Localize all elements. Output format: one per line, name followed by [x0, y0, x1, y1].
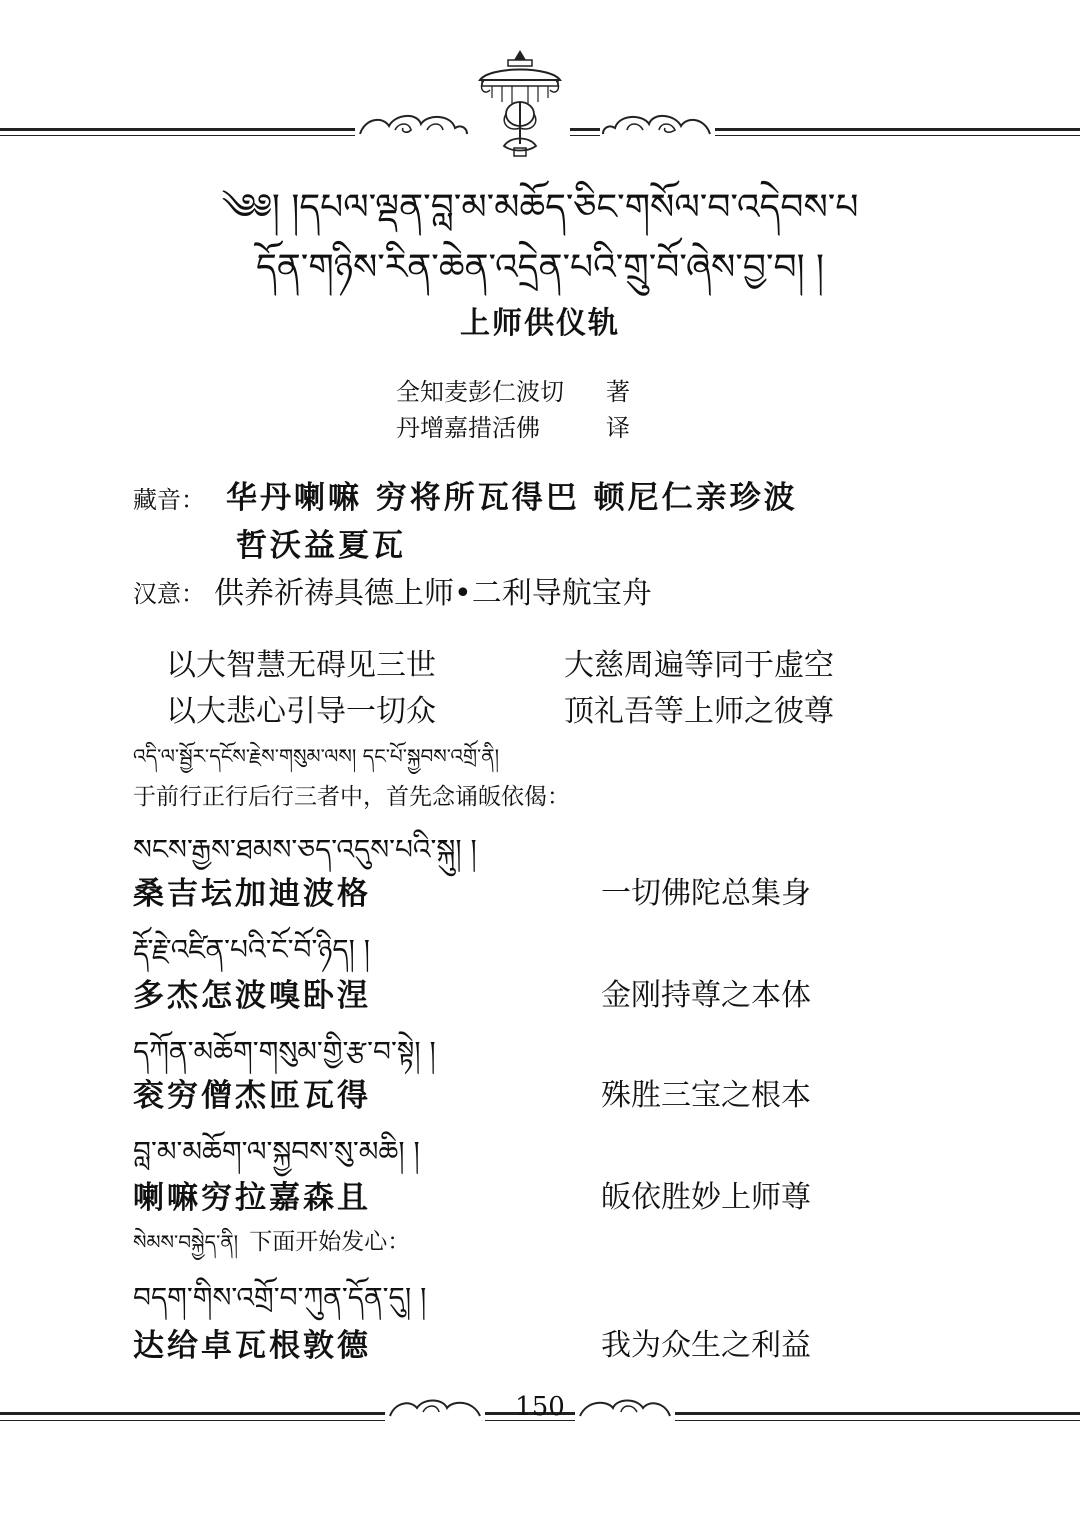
- cloud-ornament-icon: [600, 108, 715, 140]
- verse-meaning: 殊胜三宝之根本: [601, 1078, 811, 1113]
- verse-tibetan: རྡོ་རྗེ་འཛིན་པའི་ངོ་བོ་ཉིད། །: [133, 933, 370, 966]
- translator-name: 丹增嘉措活佛: [396, 414, 540, 442]
- page-title: 上师供仪轨: [460, 306, 620, 341]
- author-name: 全知麦彭仁波切: [396, 378, 564, 406]
- bodhicitta-instruction-chinese: 下面开始发心：: [249, 1229, 411, 1255]
- verse-phonetic: 喇嘛穷拉嘉森且: [133, 1180, 371, 1216]
- verse-tibetan: བདག་གིས་འགྲོ་བ་ཀུན་དོན་དུ། །: [133, 1281, 427, 1314]
- verse-meaning: 一切佛陀总集身: [601, 876, 811, 911]
- verse-meaning: 金刚持尊之本体: [601, 978, 811, 1013]
- verse-phonetic: 桑吉坛加迪波格: [133, 876, 371, 912]
- parasol-emblem-icon: [470, 48, 570, 160]
- author-row: [396, 374, 630, 410]
- author-credits: [396, 374, 630, 446]
- homage-line-right: 顶礼吾等上师之彼尊: [564, 694, 834, 729]
- tibetan-title-line1: ༄༅། །དཔལ་ལྡན་བླ་མ་མཆོད་ཅིང་གསོལ་བ་འདེབས་པ: [221, 187, 859, 228]
- homage-line-right: 大慈周遍等同于虚空: [564, 648, 834, 683]
- author-role: 著: [606, 378, 630, 406]
- meaning-text: 供养祈祷具德上师•二利导航宝舟: [214, 576, 652, 611]
- translator-row: [396, 410, 630, 446]
- tibetan-sound-line2: 哲沃益夏瓦: [236, 528, 406, 564]
- meaning-label: 汉意：: [133, 580, 205, 608]
- refuge-instruction-chinese: 于前行正行后行三者中，首先念诵皈依偈：: [133, 784, 570, 810]
- verse-phonetic: 达给卓瓦根敦德: [133, 1328, 371, 1364]
- tibetan-title-line2: དོན་གཉིས་རིན་ཆེན་འདྲེན་པའི་གྲུ་བོ་ཞེས་བྱ་བ། །: [255, 247, 825, 288]
- translator-role: 译: [606, 414, 630, 442]
- cloud-ornament-icon: [355, 108, 470, 140]
- page-number: 150: [515, 1392, 565, 1422]
- homage-line-left: 以大悲心引导一切众: [166, 694, 436, 729]
- tibetan-sound-line1: 华丹喇嘛 穷将所瓦得巴 顿尼仁亲珍波: [226, 480, 798, 516]
- homage-line-left: 以大智慧无碍见三世: [166, 648, 436, 683]
- verse-tibetan: དཀོན་མཆོག་གསུམ་གྱི་རྩ་བ་སྟེ། །: [133, 1035, 436, 1068]
- verse-phonetic: 多杰怎波嗅卧涅: [133, 978, 371, 1014]
- verse-tibetan: བླ་མ་མཆོག་ལ་སྐྱབས་སུ་མཆི། །: [133, 1135, 420, 1168]
- refuge-instruction-tibetan: འདི་ལ་སྦྱོར་དངོས་རྗེས་གསུམ་ལས། དང་པོ་སྐྱབས་འགྲོ་ནི།: [133, 744, 500, 768]
- bodhicitta-instruction-tibetan: སེམས་བསྐྱེད་ནི།: [133, 1230, 239, 1254]
- verse-phonetic: 衮穷僧杰匝瓦得: [133, 1078, 371, 1114]
- tibetan-sound-label: 藏音：: [133, 486, 205, 514]
- verse-meaning: 皈依胜妙上师尊: [601, 1180, 811, 1215]
- verse-tibetan: སངས་རྒྱས་ཐམས་ཅད་འདུས་པའི་སྐུ། །: [133, 833, 477, 866]
- verse-meaning: 我为众生之利益: [601, 1328, 811, 1363]
